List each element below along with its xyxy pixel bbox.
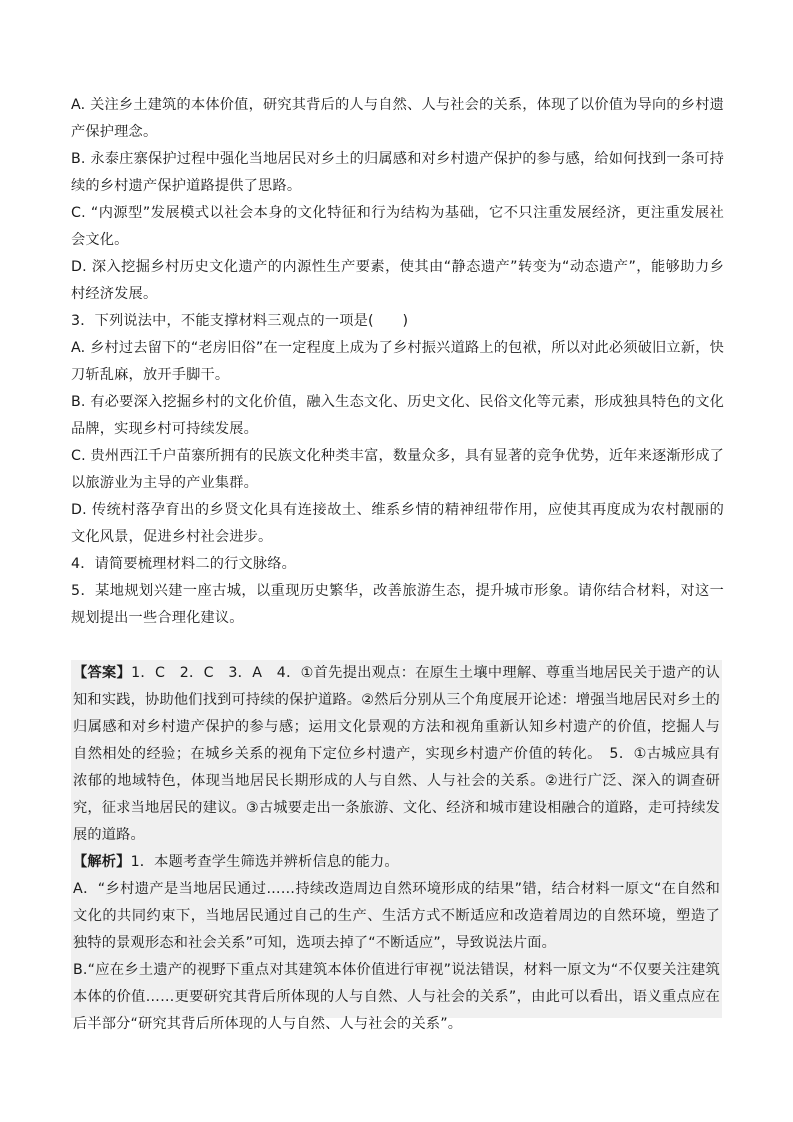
- option-d-q3: D. 传统村落孕育出的乡贤文化具有连接故土、维系乡情的精神纽带作用，应使其再度成为农村靓丽的文化风景，促进乡村社会进步。: [71, 502, 724, 545]
- answer-text: 1．C 2．C 3．A 4．①首先提出观点：在原生土壤中理解、尊重当地居民关于遗产的认知和实践，协助他们找到可持续的保护道路。②然后分别从三个角度展开论述：增强当地居民对乡土的归属感和对乡村遗产保护的参与感；运用文化景观的方法和视角重新认知乡村遗产的价值，挖掘人与自然相处的经验；在城乡关系的视角下定位乡村遗产，实现乡村遗产价值的转化。 5．①古城应具有浓郁的地域特色，体现当地居民长期形成的人与自然、人与社会的关系。②进行广泛、深入的调查研究，征求当地居民的建议。③古城要走出一条旅游、文化、经济和城市建设相融合的道路，走可持续发展的道路。: [73, 665, 720, 843]
- answer-paragraph: [71, 660, 722, 849]
- option-b-q3: B. 有必要深入挖掘乡村的文化价值，融入生态文化、历史文化、民俗文化等元素，形成独具特色的文化品牌，实现乡村可持续发展。: [71, 394, 724, 437]
- analysis-option-a: A．“乡村遗产是当地居民通过……持续改造周边自然环境形成的结果”错，结合材料一原文“在自然和文化的共同约束下，当地居民通过自己的生产、生活方式不断适应和改造着周边的自然环境，塑造了独特的景观形态和社会关系”可知，选项去掉了“不断适应”，导致说法片面。: [73, 881, 720, 951]
- analysis-text: 1．本题考查学生筛选并辨析信息的能力。: [130, 854, 399, 870]
- option-c-q2: C. “内源型”发展模式以社会本身的文化特征和行为结构为基础，它不只注重发展经济，更注重发展社会文化。: [71, 205, 724, 248]
- analysis-label: 【解析】: [73, 854, 131, 870]
- option-b-q2: B. 永泰庄寨保护过程中强化当地居民对乡土的归属感和对乡村遗产保护的参与感，给如何找到一条可持续的乡村遗产保护道路提供了思路。: [71, 151, 724, 194]
- option-a-q2: A. 关注乡土建筑的本体价值，研究其背后的人与自然、人与社会的关系，体现了以价值为导向的乡村遗产保护理念。: [71, 97, 724, 140]
- answer-analysis-section: [71, 660, 722, 1032]
- option-d-q2: D. 深入挖掘乡村历史文化遗产的内源性生产要素，使其由“静态遗产”转变为“动态遗产”，能够助力乡村经济发展。: [71, 259, 724, 302]
- option-a-q3: A. 乡村过去留下的“老房旧俗”在一定程度上成为了乡村振兴道路上的包袱，所以对此必须破旧立新，快刀斩乱麻，放开手脚干。: [71, 340, 724, 383]
- question-3: 3．下列说法中，不能支撑材料三观点的一项是( ): [71, 313, 409, 329]
- answer-label: 【答案】: [73, 665, 132, 681]
- question-5: 5．某地规划兴建一座古城，以重现历史繁华，改善旅游生态，提升城市形象。请你结合材料，对这一规划提出一些合理化建议。: [71, 583, 724, 626]
- question-4: 4．请简要梳理材料二的行文脉络。: [71, 556, 297, 572]
- analysis-paragraph: [71, 849, 722, 876]
- analysis-option-b: B.“应在乡土遗产的视野下重点对其建筑本体价值进行审视”说法错误，材料一原文为“不仅要关注建筑本体的价值……更要研究其背后所体现的人与自然、人与社会的关系”，由此可以看出，语义重点应在后半部分“研究其背后所体现的人与自然、人与社会的关系”。: [73, 962, 720, 1032]
- question-section: [71, 92, 724, 632]
- option-c-q3: C. 贵州西江千户苗寨所拥有的民族文化种类丰富，数量众多，具有显著的竞争优势，近年来逐渐形成了以旅游业为主导的产业集群。: [71, 448, 724, 491]
